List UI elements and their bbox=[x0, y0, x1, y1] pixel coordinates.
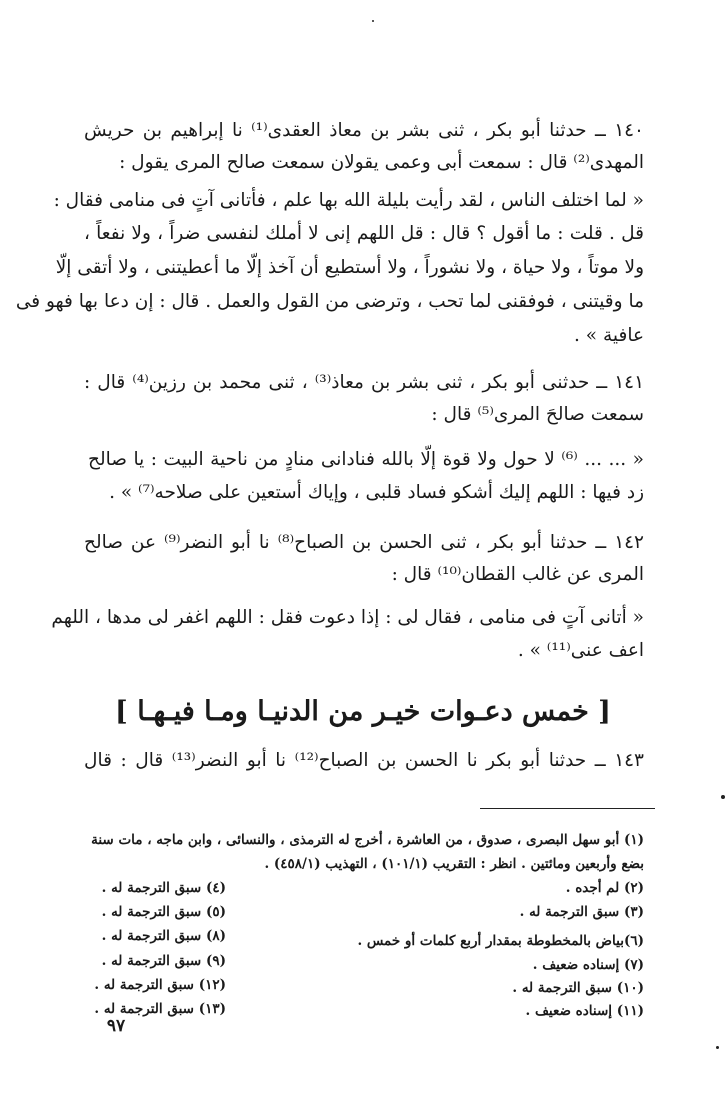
footnote-2: (٢) لم أجده . bbox=[565, 880, 644, 896]
footnote-1-line-1: (١) أبو سهل البصرى ، صدوق ، من العاشرة ، أخرج له الترمذى ، والنسائى ، وابن ماجه ، مات سنة bbox=[91, 832, 644, 848]
hadith-140-text-line-2: قل . قلت : ما أقول ؟ قال : قل اللهم إنى لا أملك لنفسى ضراً ، ولا نفعاً ، bbox=[84, 223, 644, 244]
footnote-12: (١٢) سبق الترجمة له . bbox=[94, 977, 226, 993]
hadith-140-chain-line-1: ١٤٠ ــ حدثنا أبو بكر ، ثنى بشر بن معاذ العقدى⁽¹⁾ نا إبراهيم بن حريش bbox=[84, 120, 644, 141]
hadith-141-text-line-2: زد فيها : اللهم إليك أشكو فساد قلبى ، وإياك أستعين على صلاحه⁽⁷⁾ » . bbox=[109, 482, 644, 503]
footnote-9: (٩) سبق الترجمة له . bbox=[101, 953, 226, 969]
footnote-7: (٧) إسناده ضعيف . bbox=[532, 957, 644, 973]
hadith-140-text-line-1: « لما اختلف الناس ، لقد رأيت بليلة الله بها علم ، فأتانى آتٍ فى منامى فقال : bbox=[53, 190, 644, 211]
footnote-4: (٤) سبق الترجمة له . bbox=[101, 880, 226, 896]
footnote-13: (١٣) سبق الترجمة له . bbox=[94, 1001, 226, 1017]
footnote-5: (٥) سبق الترجمة له . bbox=[101, 904, 226, 920]
hadith-140-text-line-5: عافية » . bbox=[574, 325, 644, 346]
footnote-10: (١٠) سبق الترجمة له . bbox=[512, 980, 644, 996]
hadith-142-chain-line-1: ١٤٢ ــ حدثنا أبو بكر ، ثنى الحسن بن الصباح⁽⁸⁾ نا أبو النضر⁽⁹⁾ عن صالح bbox=[84, 532, 644, 553]
hadith-140-text-line-4: ما وقيتنى ، فوفقنى لما تحب ، وترضى من القول والعمل . قال : إن دعا بها فهو فى bbox=[15, 291, 644, 312]
page-number: ٩٧ bbox=[106, 1016, 126, 1036]
hadith-142-chain-line-2: المرى عن غالب القطان⁽¹⁰⁾ قال : bbox=[391, 564, 644, 585]
footnote-6: (٦)بياض بالمخطوطة بمقدار أربع كلمات أو خمس . bbox=[357, 933, 644, 949]
footnote-1-line-2: بضع وأربعين ومائتين . انظر : التقريب (١٠١/١) ، التهذيب (٤٥٨/١) . bbox=[264, 856, 644, 872]
hadith-140-chain-line-2: المهدى⁽²⁾ قال : سمعت أبى وعمى يقولان سمعت صالح المرى يقول : bbox=[119, 152, 644, 173]
footnote-separator bbox=[480, 808, 655, 809]
hadith-142-text-line-1: « أتانى آتٍ فى منامى ، فقال لى : إذا دعوت فقل : اللهم اغفر لى مدها ، اللهم bbox=[51, 607, 644, 628]
scan-speck bbox=[372, 20, 374, 22]
hadith-141-chain-line-1: ١٤١ ــ حدثنى أبو بكر ، ثنى بشر بن معاذ⁽³⁾ ، ثنى محمد بن رزين⁽⁴⁾ قال : bbox=[84, 372, 645, 393]
hadith-141-text-line-1: « ... ... ⁽⁶⁾ لا حول ولا قوة إلّا بالله فنادانى منادٍ من ناحية البيت : يا صالح bbox=[88, 449, 645, 470]
footnote-3: (٣) سبق الترجمة له . bbox=[519, 904, 644, 920]
footnote-11: (١١) إسناده ضعيف . bbox=[525, 1003, 644, 1019]
scan-speck bbox=[716, 1046, 719, 1049]
hadith-140-text-line-3: ولا موتاً ، ولا حياة ، ولا نشوراً ، ولا أستطيع أن آخذ إلّا ما أعطيتنى ، ولا أتقى إلّا bbox=[55, 257, 644, 278]
hadith-142-text-line-2: اعف عنى⁽¹¹⁾ » . bbox=[517, 640, 644, 661]
hadith-143-chain-line-1: ١٤٣ ــ حدثنا أبو بكر نا الحسن بن الصباح⁽¹²⁾ نا أبو النضر⁽¹³⁾ قال : قال bbox=[84, 750, 644, 771]
scan-speck bbox=[721, 795, 725, 799]
hadith-141-chain-line-2: سمعت صالحَ المرى⁽⁵⁾ قال : bbox=[431, 404, 644, 425]
footnote-8: (٨) سبق الترجمة له . bbox=[101, 928, 226, 944]
section-heading: [ خمس دعـوات خيـر من الدنيـا ومـا فيـهـا ] bbox=[115, 696, 611, 727]
